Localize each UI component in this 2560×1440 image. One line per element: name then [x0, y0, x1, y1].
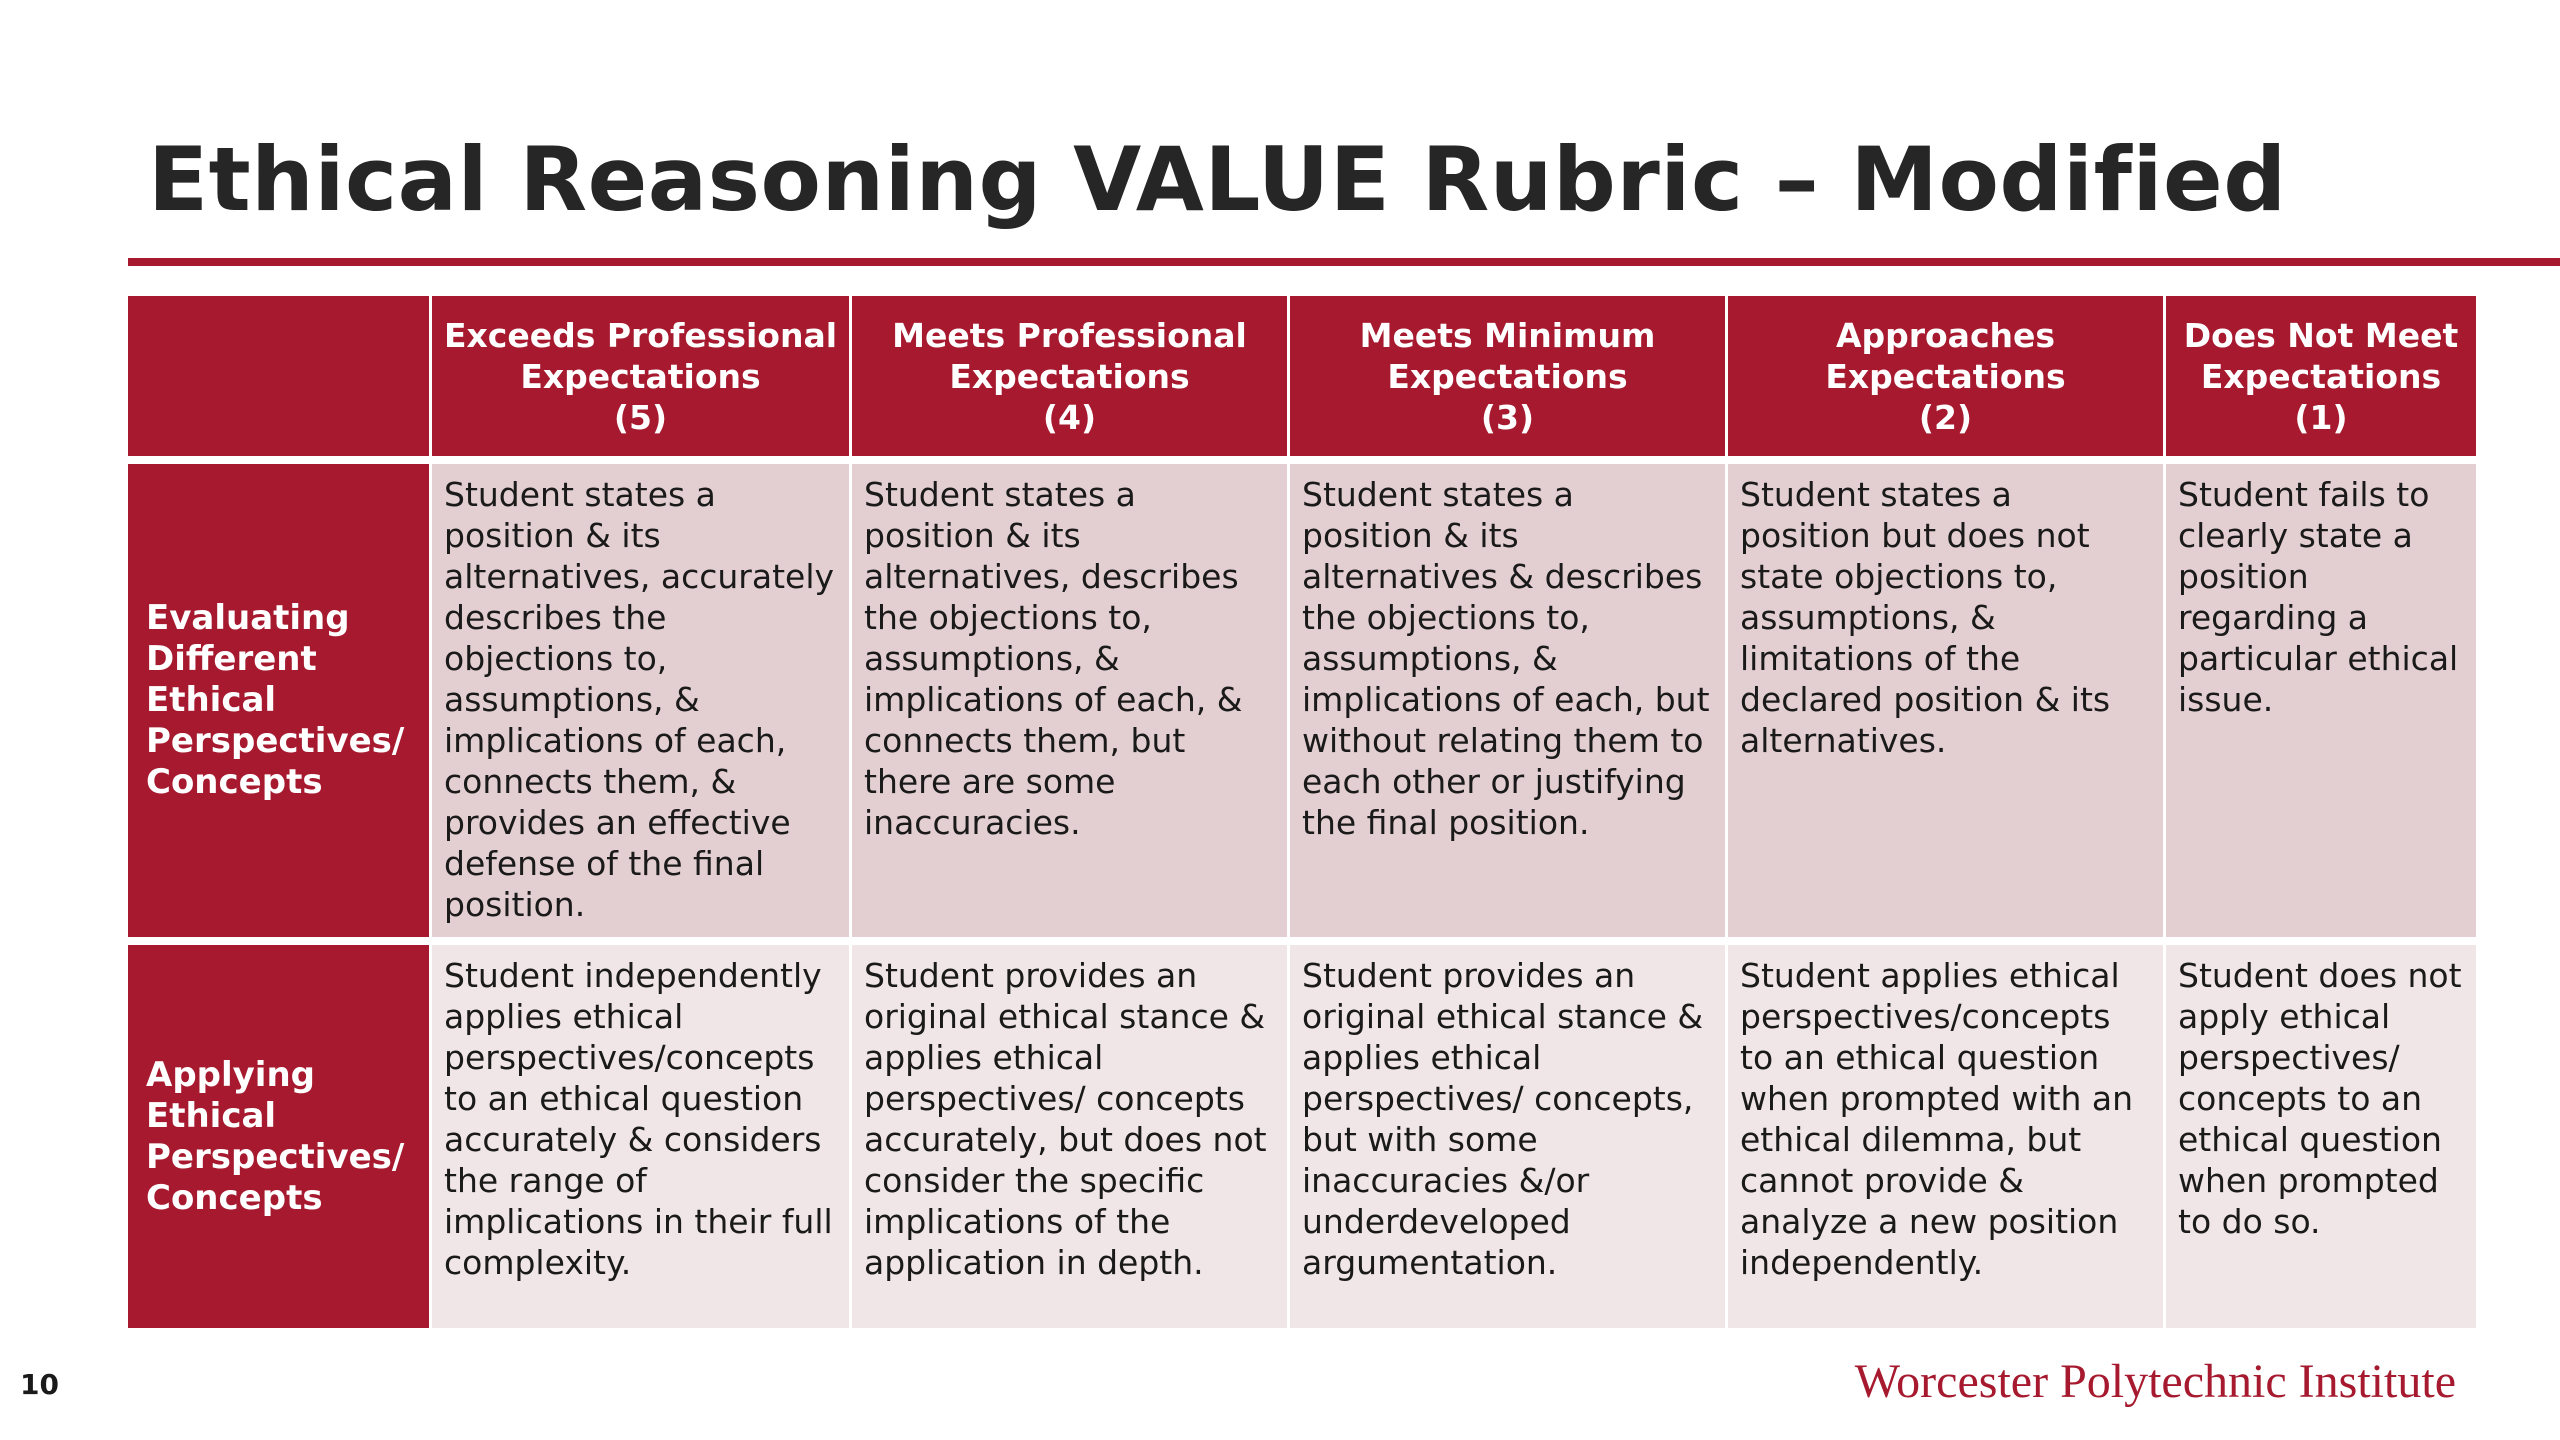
column-header-score: (1): [2294, 397, 2348, 437]
rubric-cell: Student independently applies ethical perspectives/concepts to an ethical question accurately & considers the range of implications in their full complexity.: [432, 945, 852, 1328]
rubric-header-row: [128, 296, 2476, 464]
column-header-line2: Expectations: [949, 356, 1190, 396]
rubric-table: [128, 296, 2476, 1328]
column-header-line2: Expectations: [520, 356, 761, 396]
rubric-row-evaluating: [128, 464, 2476, 945]
column-header-score: (4): [1042, 397, 1097, 437]
rubric-cell: Student states a position & its alternatives, accurately describes the objections to, assumptions, & implications of each, connects them, & provides an effective defense of the final position.: [432, 464, 852, 945]
column-header-line2: Expectations: [1387, 356, 1628, 396]
rubric-corner-cell: [128, 296, 432, 464]
column-header-approaches: [1728, 296, 2166, 464]
title-divider: [128, 258, 2560, 266]
column-header-line2: Expectations: [1825, 356, 2066, 396]
column-header-meets-professional: [852, 296, 1290, 464]
column-header-meets-minimum: [1290, 296, 1728, 464]
rubric-cell: Student applies ethical perspectives/concepts to an ethical question when prompted with an ethical dilemma, but cannot provide & analyze a new position independently.: [1728, 945, 2166, 1328]
column-header-line1: Does Not Meet: [2183, 315, 2459, 355]
column-header-line2: Expectations: [2200, 356, 2442, 396]
page-number: 10: [20, 1368, 59, 1401]
column-header-line1: Exceeds Professional: [443, 315, 838, 355]
column-header-does-not-meet: [2166, 296, 2476, 464]
rubric-cell: Student provides an original ethical stance & applies ethical perspectives/ concepts accurately, but does not consider the specific implications of the application in depth.: [852, 945, 1290, 1328]
column-header-line1: Meets Minimum: [1359, 315, 1656, 355]
rubric-cell: Student fails to clearly state a position regarding a particular ethical issue.: [2166, 464, 2476, 945]
rubric-cell: Student states a position but does not state objections to, assumptions, & limitations of the declared position & its alternatives.: [1728, 464, 2166, 945]
institution-logo: Worcester Polytechnic Institute: [1854, 1355, 2456, 1408]
rubric-row-applying: [128, 945, 2476, 1328]
column-header-line1: Approaches: [1835, 315, 2056, 355]
column-header-exceeds: [432, 296, 852, 464]
column-header-line1: Meets Professional: [892, 315, 1247, 355]
slide-title: Ethical Reasoning VALUE Rubric – Modified: [148, 128, 2287, 231]
rubric-cell: Student does not apply ethical perspectives/ concepts to an ethical question when prompted to do so.: [2166, 945, 2476, 1328]
rubric-cell: Student states a position & its alternatives, describes the objections to, assumptions, & implications of each, & connects them, but there are some inaccuracies.: [852, 464, 1290, 945]
column-header-score: (2): [1918, 397, 1973, 437]
rubric-cell: Student provides an original ethical stance & applies ethical perspectives/ concepts, but with some inaccuracies &/or underdeveloped argumentation.: [1290, 945, 1728, 1328]
row-label-applying: Applying Ethical Perspectives/ Concepts: [128, 945, 432, 1328]
column-header-score: (5): [613, 397, 668, 437]
row-label-evaluating: Evaluating Different Ethical Perspectives/ Concepts: [128, 464, 432, 945]
rubric-cell: Student states a position & its alternatives & describes the objections to, assumptions, & implications of each, but without relating them to each other or justifying the final position.: [1290, 464, 1728, 945]
column-header-score: (3): [1480, 397, 1535, 437]
